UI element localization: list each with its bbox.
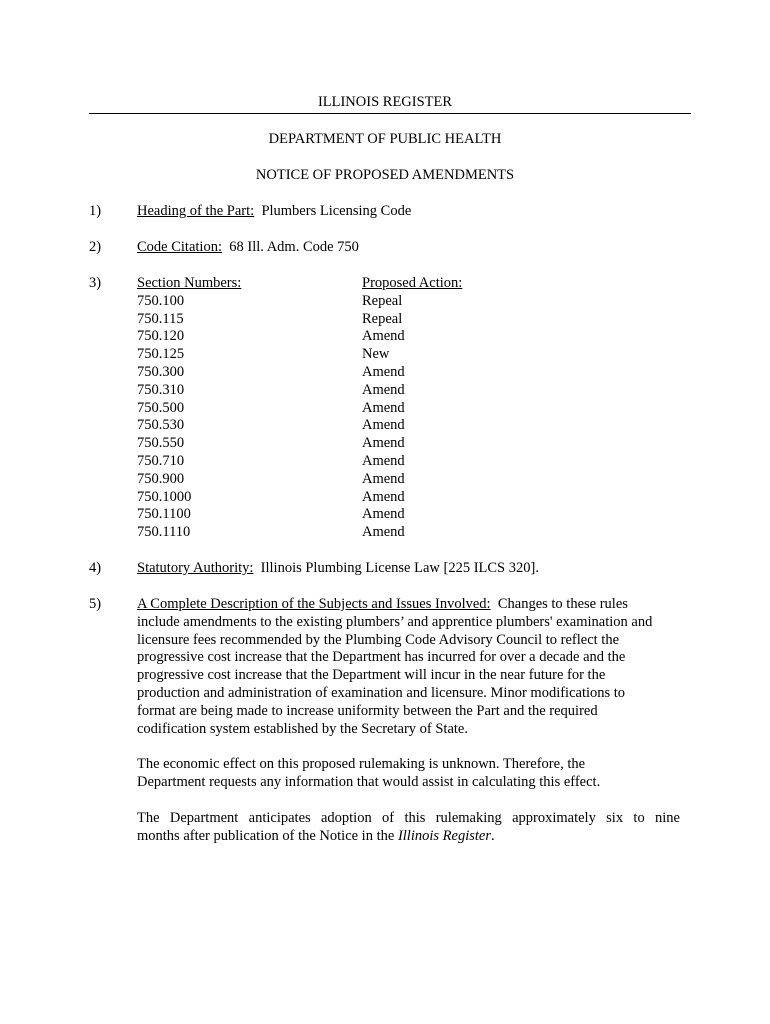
section-number: 750.125: [137, 346, 185, 363]
department-title: DEPARTMENT OF PUBLIC HEALTH: [268, 131, 502, 147]
item-2-text: [137, 239, 359, 257]
item-4-label: Statutory Authority:: [137, 560, 254, 576]
item-1-value: Plumbers Licensing Code: [261, 203, 412, 219]
description-line: format are being made to increase uniformity between the Part and the required: [137, 702, 598, 719]
description-line: progressive cost increase that the Department will incur in the near future for the: [137, 667, 606, 684]
section-number: 750.1000: [137, 488, 192, 505]
item-number-4: 4): [89, 560, 102, 576]
item-1-text: [137, 203, 411, 221]
notice-title: NOTICE OF PROPOSED AMENDMENTS: [255, 167, 515, 183]
proposed-action: Amend: [362, 363, 405, 380]
section-number: 750.115: [137, 310, 184, 327]
economic-line: The economic effect on this proposed rulemaking is unknown. Therefore, the: [137, 756, 586, 772]
item-4-text: [137, 560, 539, 578]
register-title: ILLINOIS REGISTER: [317, 94, 453, 110]
description-line: production and administration of examination and licensure. Minor modifications to: [137, 684, 626, 701]
illinois-register-italic: Illinois Register: [397, 827, 491, 844]
proposed-action: Amend: [362, 488, 405, 505]
header-rule: [89, 113, 691, 114]
description-line: include amendments to the existing plumbers’ and apprentice plumbers' examination and: [137, 613, 653, 630]
description-paragraph: [137, 596, 680, 738]
adoption-paragraph: [137, 810, 680, 846]
description-line: codification system established by the Secretary of State.: [137, 720, 468, 737]
item-1-label: Heading of the Part:: [137, 203, 255, 219]
section-numbers-column: [137, 275, 241, 542]
economic-effect-paragraph: [137, 756, 680, 792]
section-number: 750.500: [137, 399, 185, 416]
section-number: 750.1110: [137, 524, 191, 541]
proposed-action: New: [362, 346, 390, 363]
adoption-line-1: The Department anticipates adoption of this rulemaking approximately six to nine: [137, 810, 680, 826]
adoption-line-2: [137, 828, 680, 846]
item-number-1: 1): [89, 203, 102, 219]
section-number: 750.710: [137, 452, 185, 469]
proposed-action: Amend: [362, 417, 405, 434]
description-first-line: [137, 596, 680, 614]
item-4-value: Illinois Plumbing License Law [225 ILCS 320].: [260, 560, 539, 576]
proposed-action: Amend: [362, 470, 405, 487]
economic-line: Department requests any information that would assist in calculating this effect.: [137, 773, 601, 790]
proposed-action: Repeal: [362, 310, 403, 327]
description-first-line-text: Changes to these rules: [497, 596, 628, 612]
item-number-5: 5): [89, 596, 102, 612]
proposed-action-header: Proposed Action:: [362, 275, 463, 291]
proposed-action-column: [362, 275, 462, 542]
item-number-2: 2): [89, 239, 102, 255]
proposed-action: Amend: [362, 399, 405, 416]
description-line: licensure fees recommended by the Plumbing Code Advisory Council to reflect the: [137, 631, 620, 648]
proposed-action: Repeal: [362, 292, 403, 309]
proposed-action: Amend: [362, 435, 405, 452]
proposed-action: Amend: [362, 452, 405, 469]
item-2-label: Code Citation:: [137, 239, 222, 255]
proposed-action: Amend: [362, 328, 405, 345]
item-number-3: 3): [89, 275, 102, 291]
section-number: 750.300: [137, 363, 185, 380]
item-5-label: A Complete Description of the Subjects and Issues Involved:: [137, 596, 491, 612]
section-number: 750.530: [137, 417, 185, 434]
section-number: 750.120: [137, 328, 185, 345]
section-number: 750.900: [137, 470, 185, 487]
description-line: progressive cost increase that the Department has incurred for over a decade and the: [137, 649, 626, 666]
adoption-line-2-after: .: [490, 827, 495, 844]
section-number: 750.100: [137, 292, 185, 309]
proposed-action: Amend: [362, 506, 405, 523]
adoption-line-2-before: months after publication of the Notice in the: [137, 827, 398, 844]
section-number: 750.1100: [137, 506, 191, 523]
proposed-action: Amend: [362, 524, 405, 541]
section-numbers-header: Section Numbers:: [137, 275, 242, 291]
item-2-value: 68 Ill. Adm. Code 750: [229, 239, 359, 255]
section-number: 750.310: [137, 381, 185, 398]
section-number: 750.550: [137, 435, 185, 452]
proposed-action: Amend: [362, 381, 405, 398]
